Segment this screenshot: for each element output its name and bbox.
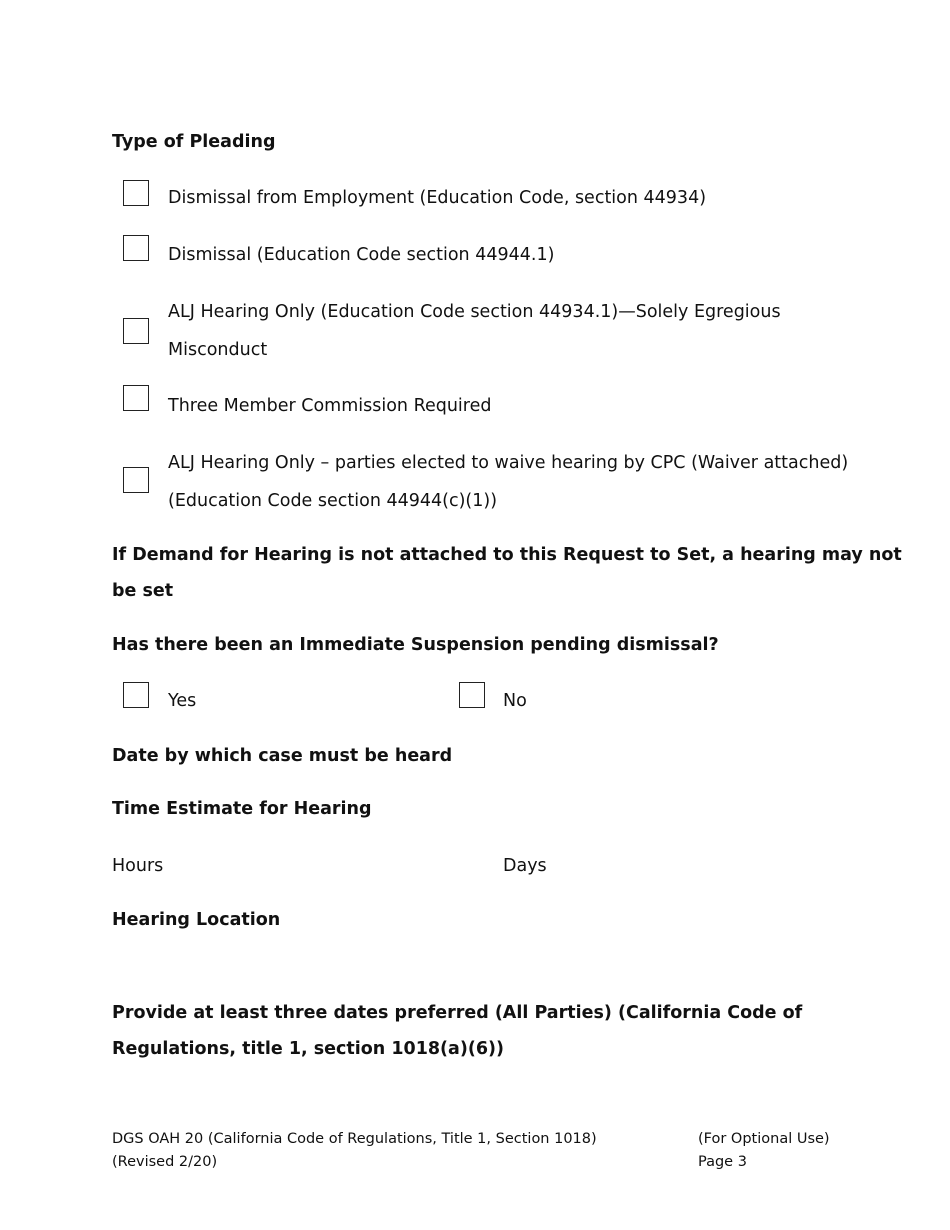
footer-form-id: DGS OAH 20 (California Code of Regulations, Title 1, Section 1018) (112, 1131, 597, 1147)
suspension-no-checkbox[interactable] (459, 682, 485, 708)
preferred-dates-line2: Regulations, title 1, section 1018(a)(6)) (112, 1039, 505, 1059)
footer-optional-use: (For Optional Use) (698, 1131, 830, 1147)
alj-egregious-misconduct-label-line2: Misconduct (168, 340, 268, 360)
three-member-commission-label: Three Member Commission Required (168, 396, 492, 416)
alj-egregious-misconduct-label-line1: ALJ Hearing Only (Education Code section 44934.1)—Solely Egregious (168, 302, 781, 322)
footer-page-number: Page 3 (698, 1154, 747, 1170)
alj-egregious-misconduct-checkbox[interactable] (123, 318, 149, 344)
dismissal-44944-label: Dismissal (Education Code section 44944.1) (168, 245, 555, 265)
preferred-dates-line1: Provide at least three dates preferred (All Parties) (California Code of (112, 1003, 803, 1023)
alj-waiver-checkbox[interactable] (123, 467, 149, 493)
footer-revision: (Revised 2/20) (112, 1154, 218, 1170)
time-estimate-heading: Time Estimate for Hearing (112, 799, 372, 819)
suspension-yes-label: Yes (168, 691, 197, 711)
alj-waiver-label-line1: ALJ Hearing Only – parties elected to waive hearing by CPC (Waiver attached) (168, 453, 849, 473)
dismissal-employment-checkbox[interactable] (123, 180, 149, 206)
demand-notice-line2: be set (112, 581, 174, 601)
suspension-no-label: No (503, 691, 527, 711)
hours-label: Hours (112, 856, 164, 876)
alj-waiver-label-line2: (Education Code section 44944(c)(1)) (168, 491, 498, 511)
type-of-pleading-heading: Type of Pleading (112, 132, 276, 152)
three-member-commission-checkbox[interactable] (123, 385, 149, 411)
days-label: Days (503, 856, 547, 876)
date-heard-heading: Date by which case must be heard (112, 746, 453, 766)
demand-notice-line1: If Demand for Hearing is not attached to this Request to Set, a hearing may not (112, 545, 902, 565)
suspension-yes-checkbox[interactable] (123, 682, 149, 708)
dismissal-44944-checkbox[interactable] (123, 235, 149, 261)
dismissal-employment-label: Dismissal from Employment (Education Code, section 44934) (168, 188, 707, 208)
hearing-location-heading: Hearing Location (112, 910, 281, 930)
suspension-question: Has there been an Immediate Suspension pending dismissal? (112, 635, 719, 655)
